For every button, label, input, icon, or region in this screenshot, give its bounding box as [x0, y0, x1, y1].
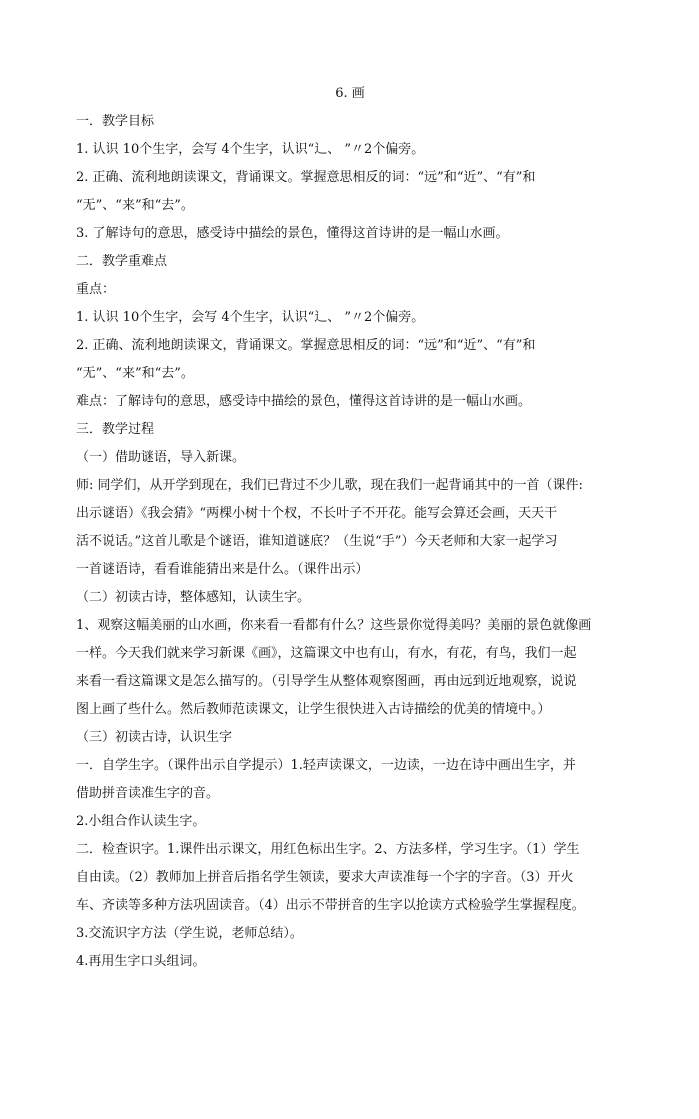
process-part-3-heading: （三）初读古诗，认识生字: [76, 730, 233, 745]
key-point-item-2: [76, 332, 624, 388]
section-heading-process: 三．教学过程: [76, 422, 155, 437]
paragraph-line: 自由读。（2）教师加上拼音后指名学生领读，要求大声读准每一个字的字音。（3）开火: [76, 870, 574, 885]
paragraph-line: 一首谜语诗，看看谁能猜出来是什么。（课件出示）: [76, 562, 369, 577]
process-part-3-item-5: 4.再用生字口头组词。: [76, 954, 206, 969]
key-point-item-1: 1. 认识 10个生字，会写 4个生字，认识“辶、 ”〃2个偏旁。: [76, 310, 425, 325]
section-heading-objectives: 一．教学目标: [76, 114, 155, 129]
process-part-1-heading: （一）借助谜语，导入新课。: [76, 450, 246, 465]
key-point-item-2-line: 2. 正确、流利地朗读课文，背诵课文。掌握意思相反的词：“远”和“近”、“有”和: [76, 338, 536, 353]
paragraph-line: 师: 同学们，从开学到现在，我们已背过不少儿歌，现在我们一起背诵其中的一首（课件:: [76, 478, 583, 493]
process-part-2-heading: （二）初读古诗，整体感知，认读生字。: [76, 590, 311, 605]
difficulty-point: 难点：了解诗句的意思，感受诗中描绘的景色，懂得这首诗讲的是一幅山水画。: [76, 394, 532, 409]
process-part-3-item-1: [76, 752, 624, 808]
page-title: 6. 画: [335, 86, 365, 101]
paragraph-line: 1、观察这幅美丽的山水画，你来看一看都有什么？这些景你觉得美吗？美丽的景色就像画: [76, 618, 592, 633]
objective-item-2-line: 2. 正确、流利地朗读课文，背诵课文。掌握意思相反的词：“远”和“近”、“有”和: [76, 170, 536, 185]
objective-item-2-line: “无”、“来”和“去”。: [76, 198, 194, 213]
process-part-3-item-4: 3.交流识字方法（学生说，老师总结）。: [76, 926, 303, 941]
objective-item-3: 3. 了解诗句的意思，感受诗中描绘的景色，懂得这首诗讲的是一幅山水画。: [76, 226, 509, 241]
paragraph-line: 二．检查识字。1.课件出示课文，用红色标出生字。2、方法多样，学习生字。（1）学生: [76, 842, 580, 857]
process-part-3-item-3: [76, 836, 624, 920]
key-point-item-2-line: “无”、“来”和“去”。: [76, 366, 194, 381]
process-part-1-text: [76, 472, 624, 584]
paragraph-line: 借助拼音读准生字的音。: [76, 786, 220, 801]
objective-item-2: [76, 164, 624, 220]
section-heading-key-points: 二．教学重难点: [76, 254, 168, 269]
document-page: [76, 86, 624, 976]
paragraph-line: 一样。今天我们就来学习新课《画》，这篇课文中也有山，有水，有花，有鸟，我们一起: [76, 646, 577, 661]
process-part-3-item-2: 2.小组合作认读生字。: [76, 814, 206, 829]
paragraph-line: 图上画了些什么。然后教师范读课文，让学生很快进入古诗描绘的优美的情境中。）: [76, 702, 551, 717]
objective-item-1: 1. 认识 10个生字，会写 4个生字，认识“辶、 ”〃2个偏旁。: [76, 142, 425, 157]
paragraph-line: 车、齐读等多种方法巩固读音。（4）出示不带拼音的生字以抢读方式检验学生掌握程度。: [76, 898, 585, 913]
process-part-2-text: [76, 612, 624, 724]
paragraph-line: 活不说话。”这首儿歌是个谜语，谁知道谜底？（生说“手”）今天老师和大家一起学习: [76, 534, 558, 549]
key-points-label: 重点：: [76, 282, 116, 297]
paragraph-line: 来看一看这篇课文是怎么描写的。（引导学生从整体观察图画，再由远到近地观察，说说: [76, 674, 577, 689]
paragraph-line: 出示谜语）《我会猜》“两棵小树十个杈，不长叶子不开花。能写会算还会画，天天干: [76, 506, 558, 521]
paragraph-line: 一．自学生字。（课件出示自学提示）1.轻声读课文，一边读，一边在诗中画出生字，并: [76, 758, 576, 773]
